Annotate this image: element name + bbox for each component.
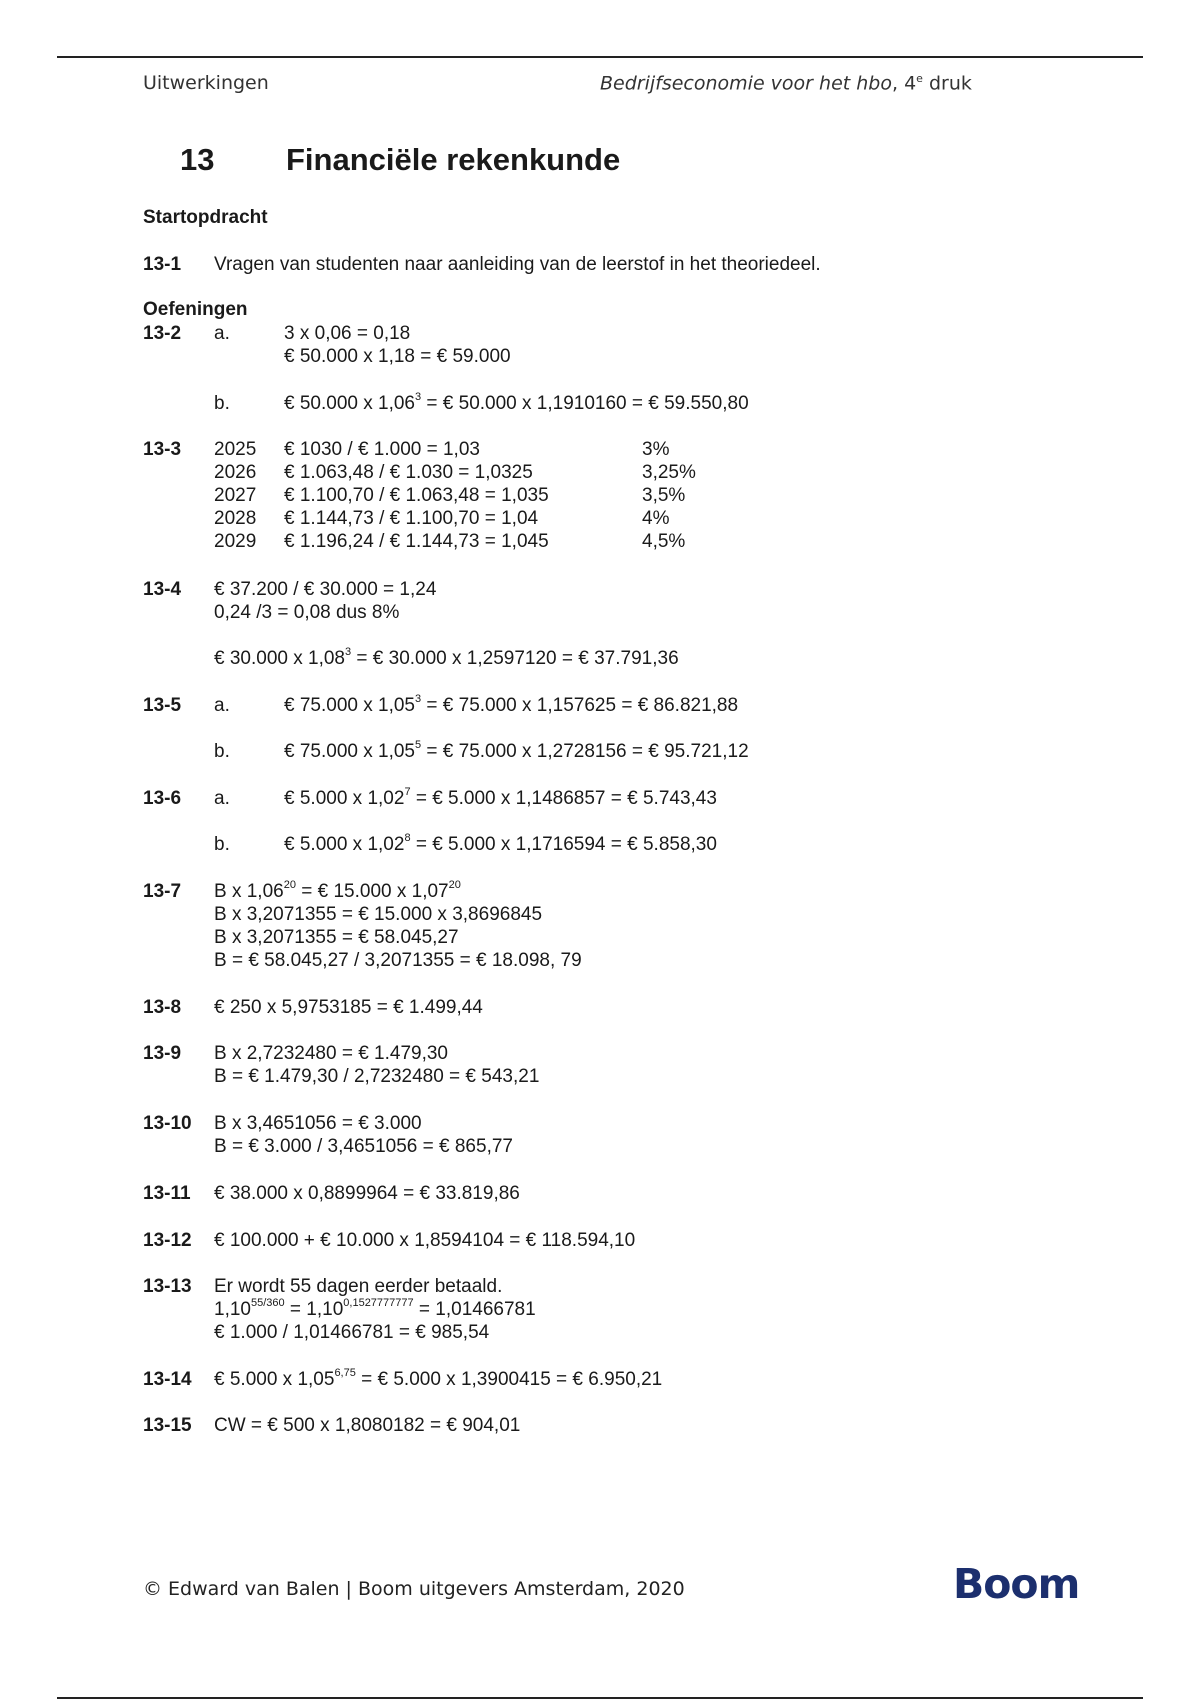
answer-line: $1,10^{55/360} = 1,10^{0,1527777777} = 1,01466781$ bbox=[214, 1296, 536, 1320]
exercise-number: 13-8 bbox=[143, 997, 182, 1018]
exercise-number: 13-14 bbox=[143, 1369, 192, 1390]
exercise-number: 13-1 bbox=[143, 254, 182, 275]
part-label: a. bbox=[214, 323, 230, 344]
calc: € 1.100,70 / € 1.063,48 = 1,035 bbox=[284, 485, 549, 506]
answer-text: Vragen van studenten naar aanleiding van de leerstof in het theoriedeel. bbox=[214, 254, 821, 275]
part-label: b. bbox=[214, 834, 230, 855]
exercise-number: 13-3 bbox=[143, 439, 182, 460]
answer-line: € 250 x 5,9753185 = € 1.499,44 bbox=[214, 997, 483, 1018]
part-label: b. bbox=[214, 741, 230, 762]
exercise-number: 13-13 bbox=[143, 1276, 192, 1297]
section-heading-start: Startopdracht bbox=[143, 207, 268, 228]
answer-line: € 1.000 / 1,01466781 = € 985,54 bbox=[214, 1322, 490, 1343]
answer-line: 0,24 /3 = 0,08 dus 8% bbox=[214, 602, 400, 623]
chapter-number: 13 bbox=[180, 142, 215, 177]
answer-line: € 100.000 + € 10.000 x 1,8594104 = € 118.594,10 bbox=[214, 1230, 636, 1251]
exercise-number: 13-10 bbox=[143, 1113, 192, 1134]
answer-line: € 5.000 x $1,02^7$ = € 5.000 x 1,1486857 = € 5.743,43 bbox=[284, 785, 717, 809]
answer-line: B x 3,2071355 = € 58.045,27 bbox=[214, 927, 459, 948]
answer-line: € 38.000 x 0,8899964 = € 33.819,86 bbox=[214, 1183, 520, 1204]
book-title: Bedrijfseconomie voor het hbo bbox=[600, 72, 892, 95]
part-label: b. bbox=[214, 393, 230, 414]
percentage: 3% bbox=[642, 439, 670, 460]
exercise-number: 13-11 bbox=[143, 1183, 191, 1204]
calc: € 1.196,24 / € 1.144,73 = 1,045 bbox=[284, 531, 549, 552]
bottom-rule bbox=[57, 1697, 1143, 1699]
answer-line: CW = € 500 x 1,8080182 = € 904,01 bbox=[214, 1415, 521, 1436]
publisher-logo: Boom bbox=[953, 1560, 1080, 1608]
answer-line: 3 x 0,06 = 0,18 bbox=[284, 323, 411, 344]
percentage: 4,5% bbox=[642, 531, 686, 552]
calc: € 1030 / € 1.000 = 1,03 bbox=[284, 439, 480, 460]
running-header-left: Uitwerkingen bbox=[143, 72, 269, 94]
exercise-number: 13-12 bbox=[143, 1230, 192, 1251]
exercise-number: 13-9 bbox=[143, 1043, 182, 1064]
exercise-number: 13-6 bbox=[143, 788, 182, 809]
answer-line: € 50.000 x $1,06^3$ = € 50.000 x 1,1910160 = € 59.550,80 bbox=[284, 390, 749, 414]
year: 2026 bbox=[214, 462, 257, 483]
answer-line: B = € 1.479,30 / 2,7232480 = € 543,21 bbox=[214, 1066, 540, 1087]
part-label: a. bbox=[214, 788, 230, 809]
year: 2025 bbox=[214, 439, 257, 460]
year: 2029 bbox=[214, 531, 257, 552]
calc: € 1.144,73 / € 1.100,70 = 1,04 bbox=[284, 508, 539, 529]
answer-line: B x $1,06^{20}$ = € 15.000 x 1,07$^{20}$ bbox=[214, 878, 461, 902]
answer-line: € 50.000 x 1,18 = € 59.000 bbox=[284, 346, 511, 367]
answer-line: Er wordt 55 dagen eerder betaald. bbox=[214, 1276, 503, 1297]
footer-copyright: © Edward van Balen | Boom uitgevers Amsterdam, 2020 bbox=[143, 1578, 685, 1600]
answer-line: B x 3,2071355 = € 15.000 x 3,8696845 bbox=[214, 904, 543, 925]
answer-line: € 5.000 x $1,02^8$ = € 5.000 x 1,1716594 = € 5.858,30 bbox=[284, 831, 717, 855]
year: 2028 bbox=[214, 508, 257, 529]
top-rule bbox=[57, 56, 1143, 58]
answer-line: € 75.000 x $1,05^3$ = € 75.000 x 1,157625 = € 86.821,88 bbox=[284, 692, 739, 716]
answer-line: B = € 3.000 / 3,4651056 = € 865,77 bbox=[214, 1136, 513, 1157]
answer-line: € 5.000 x $1,05^{6,75}$ = € 5.000 x 1,3900415 = € 6.950,21 bbox=[214, 1366, 663, 1390]
calc: € 1.063,48 / € 1.030 = 1,0325 bbox=[284, 462, 533, 483]
part-label: a. bbox=[214, 695, 230, 716]
percentage: 4% bbox=[642, 508, 670, 529]
answer-line: € 30.000 x $1,08^3$ = € 30.000 x 1,2597120 = € 37.791,36 bbox=[214, 645, 679, 669]
exercise-number: 13-7 bbox=[143, 881, 182, 902]
percentage: 3,5% bbox=[642, 485, 686, 506]
answer-line: B = € 58.045,27 / 3,2071355 = € 18.098, 79 bbox=[214, 950, 582, 971]
answer-line: B x 2,7232480 = € 1.479,30 bbox=[214, 1043, 449, 1064]
exercise-number: 13-15 bbox=[143, 1415, 192, 1436]
percentage: 3,25% bbox=[642, 462, 696, 483]
exercise-number: 13-2 bbox=[143, 323, 182, 344]
year: 2027 bbox=[214, 485, 257, 506]
exercise-number: 13-5 bbox=[143, 695, 182, 716]
answer-line: € 37.200 / € 30.000 = 1,24 bbox=[214, 579, 437, 600]
running-header-right: Bedrijfseconomie voor het hbo, 4e druk bbox=[600, 72, 972, 95]
exercise-number: 13-4 bbox=[143, 579, 182, 600]
answer-line: € 75.000 x $1,05^5$ = € 75.000 x 1,2728156 = € 95.721,12 bbox=[284, 738, 749, 762]
section-heading-exercises: Oefeningen bbox=[143, 299, 248, 320]
answer-line: B x 3,4651056 = € 3.000 bbox=[214, 1113, 422, 1134]
chapter-title: Financiële rekenkunde bbox=[286, 142, 621, 177]
